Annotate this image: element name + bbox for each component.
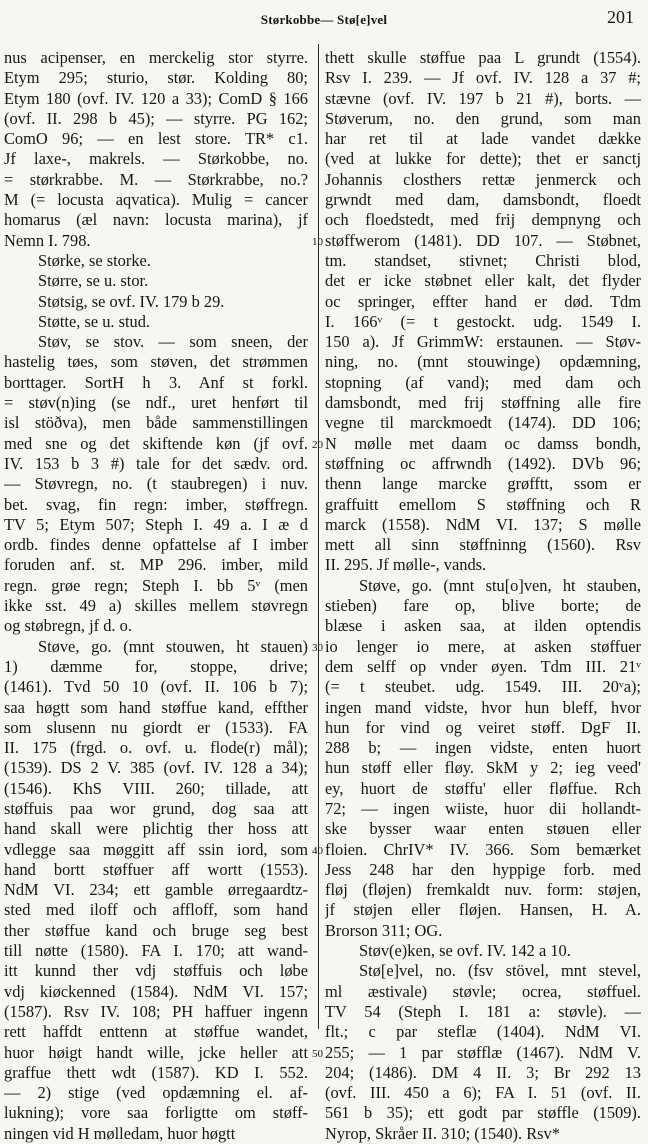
text-line: TV 5; Etym 507; Steph I. 49 a. I æ d: [4, 514, 308, 534]
text-line: Jess 248 har den hyppige forb. med: [325, 859, 641, 879]
text-line: II. 295. Jf mølle-, vands.: [325, 555, 487, 575]
text-line: bet. svag, fin regn: imber, støffregn.: [4, 494, 308, 514]
text-line: stævne (ovf. IV. 197 b 21 #), borts. —: [325, 88, 641, 108]
line-number: 10: [312, 235, 323, 248]
text-line: (1461). Tvd 50 10 (ovf. II. 106 b 7);: [4, 677, 308, 697]
text-line: marck (1558). NdM VI. 137; S mølle: [325, 514, 641, 534]
text-line: ther støffue kand och bruge seg best: [4, 920, 308, 940]
text-line: — Støvregn, no. (t staubregen) i nuv.: [4, 474, 308, 494]
left-column: [4, 48, 308, 1144]
text-line: = støv(n)ing (se ndf., uret henført til: [4, 393, 308, 413]
text-line: 1) dæmme for, stoppe, drive;: [4, 656, 308, 676]
text-line: (ovf. II. 298 b 45); — styrre. PG 162;: [4, 108, 308, 128]
text-line: vegne til marckmoedt (1474). DD 106;: [325, 413, 641, 433]
text-line: borttager. SortH h 3. Anf st forkl.: [4, 372, 308, 392]
text-line: Nemn I. 798.: [4, 230, 91, 250]
text-line: ske bysser waar enten støuen eller: [325, 819, 641, 839]
text-line: jf støjen eller fløjen. Hansen, H. A.: [325, 900, 641, 920]
text-line: hand bortt støffuer aff wortt (1553).: [4, 859, 308, 879]
line-number: 40: [312, 844, 323, 857]
text-line: oc springer, effter hand er død. Tdm: [325, 291, 641, 311]
text-line: huor høigt handt wille, jcke heller att: [4, 1042, 308, 1062]
text-line: 288 b; — ingen vidste, enten huort: [325, 738, 641, 758]
text-line: M (= locusta aqvatica). Mulig = cancer: [4, 190, 308, 210]
text-line: Støtte, se u. stud.: [38, 311, 151, 331]
line-number: 30: [312, 641, 323, 654]
text-line: ning, no. (mnt stouwinge) opdæmning,: [325, 352, 641, 372]
text-line: TV 54 (Steph I. 181 a: støvle). —: [325, 1001, 641, 1021]
text-line: Støve, go. (mnt stouwen, ht stauen): [38, 636, 308, 656]
text-line: homarus (æl navn: locusta marina), jf: [4, 210, 308, 230]
text-line: 150 a). Jf GrimmW: erstaunen. — Støv-: [325, 332, 641, 352]
text-line: med sne og det skiftende køn (jf ovf.: [4, 433, 308, 453]
text-line: Etym 295; sturio, stør. Kolding 80;: [4, 68, 308, 88]
text-line: dem selff op vnder øyen. Tdm III. 21ᵛ: [325, 656, 641, 676]
text-line: stopning (af vand); med dam och: [325, 372, 641, 392]
text-line: hand skall were plichtig ther hoss att: [4, 819, 308, 839]
text-line: io lenger io mere, at asken støffuer: [325, 636, 641, 656]
text-line: fløj (fløjen) fremkaldt nuv. form: støjen,: [325, 880, 641, 900]
text-line: har ret til at lade vandet dække: [325, 129, 641, 149]
text-line: Johannis closthers rettæ jenmerck och: [325, 169, 641, 189]
line-number: 20: [312, 438, 323, 451]
text-line: = størkrabbe. M. — Størkrabbe, no.?: [4, 169, 308, 189]
text-line: 204; (1486). DM 4 II. 3; Br 292 13: [325, 1062, 641, 1082]
text-line: ikke sst. 49 a) skilles mellem støvregn: [4, 596, 308, 616]
text-line: som slusenn nu giordt er (1533). FA: [4, 717, 308, 737]
text-line: ComO 96; — en lest store. TR* c1.: [4, 129, 308, 149]
text-line: floien. ChrIV* IV. 366. Som bemærket: [325, 839, 641, 859]
text-line: 72; — ingen wiiste, huor dii hollandt-: [325, 798, 641, 818]
text-line: Nyrop, Skråer II. 310; (1540). Rsv*: [325, 1123, 560, 1143]
text-line: thenn lange marcke grøfftt, ssom er: [325, 474, 641, 494]
text-line: nus acipenser, en merckelig stor styrre.: [4, 48, 308, 67]
text-line: (ovf. III. 450 a 6); FA I. 51 (ovf. II.: [325, 1083, 641, 1103]
text-line: ningen vid H mølledam, huor høgtt: [4, 1123, 236, 1143]
text-line: 561 b 35); ett godt par støffle (1509).: [325, 1103, 641, 1123]
text-line: Større, se u. stor.: [38, 271, 149, 291]
text-line: N mølle met daam oc damss bondh,: [325, 433, 641, 453]
running-head-title: Størkobbe— Stø[e]vel: [260, 12, 388, 27]
text-line: thett skulle støffue paa L grundt (1554).: [325, 48, 641, 67]
text-line: regn. grøe regn; Steph I. bb 5ᵛ (men: [4, 575, 308, 595]
text-line: støffuis paa wor grund, dog saa att: [4, 798, 308, 818]
text-line: Størke, se storke.: [38, 250, 151, 270]
text-line: (1546). KhS VIII. 260; tillade, att: [4, 778, 308, 798]
text-line: 255; — 1 par støfflæ (1467). NdM V.: [325, 1042, 641, 1062]
text-line: Støve, go. (mnt stu[o]ven, ht stauben,: [359, 575, 641, 595]
text-line: Stø[e]vel, no. (fsv stövel, mnt stevel,: [359, 961, 641, 981]
text-line: lukning); vore saa forligtte om støff-: [4, 1103, 308, 1123]
text-line: IV. 153 b 3 #) tale for det sædv. ord.: [4, 453, 308, 473]
text-line: och floedstedt, med frij dempnyng och: [325, 210, 641, 230]
page-number: 201: [607, 7, 634, 27]
text-line: blæse i asken saa, at ilden optendis: [325, 616, 641, 636]
text-line: graffuitt emellom S støffning och R: [325, 494, 641, 514]
text-line: (1539). DS 2 V. 385 (ovf. IV. 128 a 34);: [4, 758, 308, 778]
text-line: graffue thett wdt (1587). KD I. 552.: [4, 1062, 308, 1082]
text-line: Etym 180 (ovf. IV. 120 a 33); ComD § 166: [4, 88, 308, 108]
text-line: flt.; c par steflæ (1404). NdM VI.: [325, 1022, 641, 1042]
text-line: ordb. findes denne opfattelse af I imber: [4, 535, 308, 555]
text-line: Støv(e)ken, se ovf. IV. 142 a 10.: [359, 941, 571, 961]
text-line: (= t steubet. udg. 1549. III. 20ᵛa);: [325, 677, 641, 697]
text-line: (1587). Rsv IV. 108; PH haffuer ingenn: [4, 1001, 308, 1021]
text-line: grwndt med dam, damsbondt, floedt: [325, 190, 641, 210]
text-line: vdj kiøckenned (1584). NdM VI. 157;: [4, 981, 308, 1001]
column-divider: [318, 44, 319, 1029]
text-line: støffning oc affrwndh (1492). DVb 96;: [325, 453, 641, 473]
text-line: sted med iloff och affloff, som hand: [4, 900, 308, 920]
text-line: Støverum, no. den grund, som man: [325, 108, 641, 128]
text-line: mett all sinn støffninng (1560). Rsv: [325, 535, 641, 555]
text-line: Støv, se stov. — som sneen, der: [38, 332, 308, 352]
text-line: hun støff eller fløy. SkM y 2; ieg veed': [325, 758, 641, 778]
text-line: II. 175 (frgd. o. ovf. u. flode(r) mål);: [4, 738, 308, 758]
text-line: foruden anf. st. MP 296. imber, mild: [4, 555, 308, 575]
running-header: [0, 4, 648, 30]
text-line: Jf laxe-, makrels. — Størkobbe, no.: [4, 149, 308, 169]
text-line: tm. standset, stivnet; Christi blod,: [325, 250, 641, 270]
text-line: isl stöðva), men både sammenstillingen: [4, 413, 308, 433]
text-line: ml æstivale) støvle; ocrea, støffuel.: [325, 981, 641, 1001]
text-line: hun for vind og veiret støff. DgF II.: [325, 717, 641, 737]
text-line: hastelig tøes, som støven, det strømmen: [4, 352, 308, 372]
text-line: Brorson 311; OG.: [325, 920, 443, 940]
text-line: Støtsig, se ovf. IV. 179 b 29.: [38, 291, 225, 311]
text-line: I. 166ᵛ (= t gestockt. udg. 1549 I.: [325, 311, 641, 331]
text-line: Rsv I. 239. — Jf ovf. IV. 128 a 37 #;: [325, 68, 641, 88]
text-line: og støbregn, jf d. o.: [4, 616, 132, 636]
text-line: rett haffdt enttenn at støffue wandet,: [4, 1022, 308, 1042]
text-line: vdlegge saa møggitt aff ssin iord, som: [4, 839, 308, 859]
text-line: saa høgtt som hand støffue kand, effther: [4, 697, 308, 717]
text-line: støffwerom (1481). DD 107. — Støbnet,: [325, 230, 641, 250]
text-line: ey, huort de støffu' eller fløffue. Rch: [325, 778, 641, 798]
text-line: damsbondt, med frij støffning alle fire: [325, 393, 641, 413]
text-line: ingen mand vidste, hvor hun bleff, hvor: [325, 697, 641, 717]
line-number: 50: [312, 1047, 323, 1060]
text-line: stieben) fare op, blive borte; de: [325, 596, 641, 616]
text-line: itt kunnd ther vdj støffuis och løbe: [4, 961, 308, 981]
right-column: [325, 48, 641, 1144]
text-line: — 2) stige (ved opdæmning el. af-: [4, 1083, 308, 1103]
text-line: till nøtte (1580). FA I. 170; att wand-: [4, 941, 308, 961]
text-line: (ved at lukke for dette); thet er sanctj: [325, 149, 641, 169]
text-line: NdM VI. 234; ett gamble ørregaardtz-: [4, 880, 308, 900]
text-line: det er icke støbnet eller kalt, det flyder: [325, 271, 641, 291]
